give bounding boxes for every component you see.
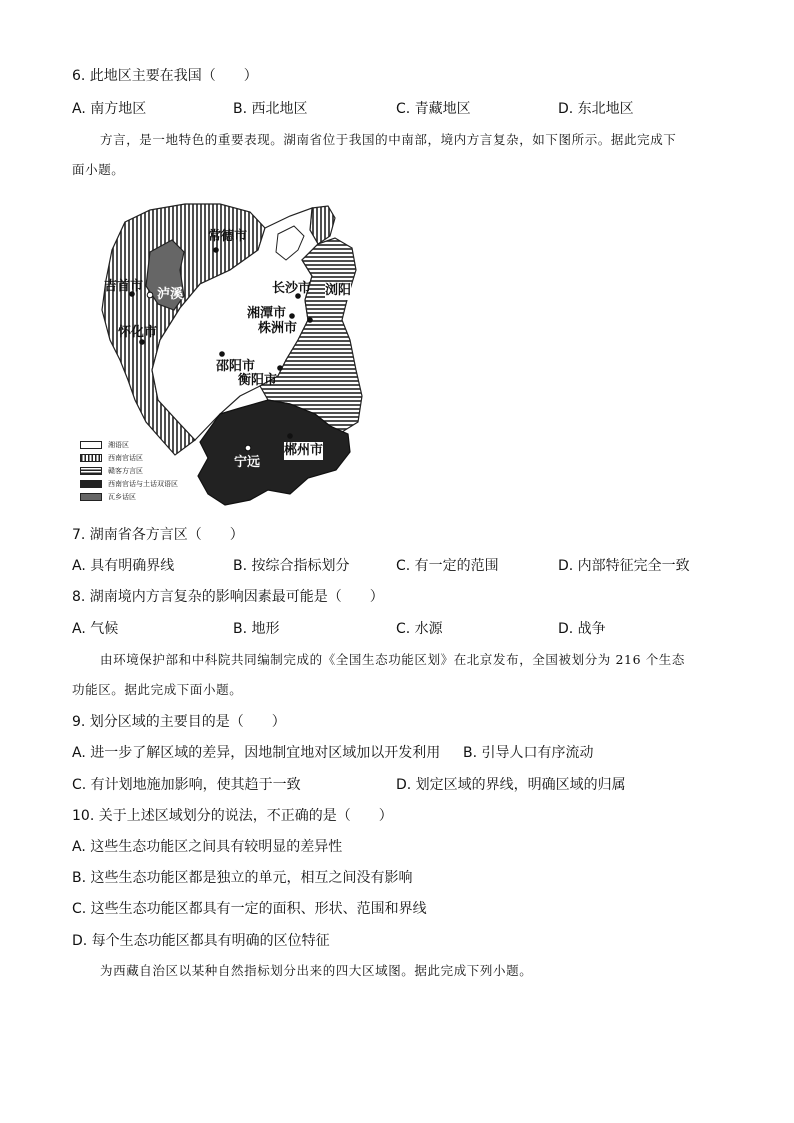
question-8-stem: 8. 湖南境内方言复杂的影响因素最可能是（ ） xyxy=(72,589,384,605)
q9-option-a: A. 进一步了解区域的差异，因地制宜地对区域加以开发利用 xyxy=(72,745,441,761)
q6-option-d: D. 东北地区 xyxy=(558,101,634,117)
question-10-stem: 10. 关于上述区域划分的说法，不正确的是（ ） xyxy=(72,808,393,824)
legend-swatch-white xyxy=(80,441,102,449)
shaoyang-dot xyxy=(219,351,225,357)
city-label-changde: 常德市 xyxy=(208,229,248,244)
zhuzhou-dot xyxy=(307,317,313,323)
question-9-stem: 9. 划分区域的主要目的是（ ） xyxy=(72,714,286,730)
q7-option-d: D. 内部特征完全一致 xyxy=(558,558,690,574)
city-label-luxi: 泸溪 xyxy=(157,287,184,302)
passage-1-line-1: 方言，是一地特色的重要表现。湖南省位于我国的中南部，境内方言复杂，如下图所示。据此完成下 xyxy=(100,132,677,147)
hengyang-dot xyxy=(277,365,283,371)
legend-swatch-black xyxy=(80,480,102,488)
q8-option-d: D. 战争 xyxy=(558,621,606,637)
question-6-stem: 6. 此地区主要在我国（ ） xyxy=(72,68,258,84)
q6-option-a: A. 南方地区 xyxy=(72,101,147,117)
q7-option-c: C. 有一定的范围 xyxy=(396,558,499,574)
q8-option-a: A. 气候 xyxy=(72,621,119,637)
legend-swatch-vertical xyxy=(80,454,102,462)
q7-option-a: A. 具有明确界线 xyxy=(72,558,175,574)
legend-southwest-mandarin: 西南官话区 xyxy=(80,453,143,463)
passage-1-line-2: 面小题。 xyxy=(72,162,125,177)
question-7-stem: 7. 湖南省各方言区（ ） xyxy=(72,527,244,543)
city-label-hengyang: 衡阳市 xyxy=(238,373,278,388)
changde-dot xyxy=(213,247,219,253)
luxi-dot xyxy=(147,292,153,298)
city-label-chenzhou: 郴州市 xyxy=(284,443,324,458)
legend-xiang: 湘语区 xyxy=(80,440,129,450)
q9-option-b: B. 引导人口有序流动 xyxy=(463,745,594,761)
passage-3-line-1: 为西藏自治区以某种自然指标划分出来的四大区域图。据此完成下列小题。 xyxy=(100,963,533,978)
city-label-ningyuan: 宁远 xyxy=(234,455,261,470)
city-label-liuyang: 浏阳 xyxy=(325,283,352,298)
city-label-changsha: 长沙市 xyxy=(272,281,312,296)
city-label-jishou: 吉首市 xyxy=(104,279,144,294)
hunan-dialect-map xyxy=(80,200,370,515)
q9-option-c: C. 有计划地施加影响，使其趋于一致 xyxy=(72,777,301,793)
legend-swatch-gray xyxy=(80,493,102,501)
q6-option-b: B. 西北地区 xyxy=(233,101,308,117)
ningyuan-dot xyxy=(245,445,251,451)
q8-option-c: C. 水源 xyxy=(396,621,443,637)
legend-waxiang: 瓦乡话区 xyxy=(80,492,136,502)
city-label-zhuzhou: 株洲市 xyxy=(258,321,298,336)
xiangtan-dot xyxy=(289,313,295,319)
legend-bilingual: 西南官话与土话双语区 xyxy=(80,479,178,489)
passage-2-line-1: 由环境保护部和中科院共同编制完成的《全国生态功能区划》在北京发布，全国被划分为 216 个生态 xyxy=(100,652,686,667)
city-label-huaihua: 怀化市 xyxy=(118,325,158,340)
q10-option-b: B. 这些生态功能区都是独立的单元，相互之间没有影响 xyxy=(72,870,413,886)
q9-option-d: D. 划定区域的界线，明确区域的归属 xyxy=(396,777,626,793)
chenzhou-dot xyxy=(287,433,293,439)
q7-option-b: B. 按综合指标划分 xyxy=(233,558,350,574)
q10-option-d: D. 每个生态功能区都具有明确的区位特征 xyxy=(72,933,330,949)
q6-option-c: C. 青藏地区 xyxy=(396,101,471,117)
passage-2-line-2: 功能区。据此完成下面小题。 xyxy=(72,682,243,697)
city-label-xiangtan: 湘潭市 xyxy=(247,306,287,321)
legend-gan-hakka: 赣客方言区 xyxy=(80,466,143,476)
city-label-shaoyang: 邵阳市 xyxy=(216,359,256,374)
q8-option-b: B. 地形 xyxy=(233,621,280,637)
q10-option-c: C. 这些生态功能区都具有一定的面积、形状、范围和界线 xyxy=(72,901,427,917)
q10-option-a: A. 这些生态功能区之间具有较明显的差异性 xyxy=(72,839,343,855)
legend-swatch-horizontal xyxy=(80,467,102,475)
